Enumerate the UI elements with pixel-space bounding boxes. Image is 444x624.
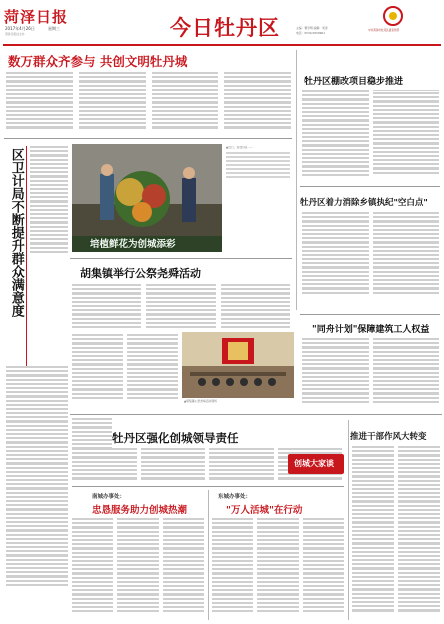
right-article-1-body xyxy=(302,90,439,178)
side-article-body-bottom xyxy=(6,366,68,590)
middle-headline: 胡集镇举行公祭尧舜活动 xyxy=(80,267,201,280)
divider xyxy=(300,314,440,315)
bottom-intro-body xyxy=(72,418,112,452)
weekday: 星期三 xyxy=(48,26,60,31)
lead-headline: 数万群众齐参与 共创文明牡丹城 xyxy=(8,54,188,69)
side-vertical-headline: 区卫计局不断提升群众满意度 xyxy=(8,148,24,317)
ceremony-photo xyxy=(182,332,294,398)
contact-line: 电话：0530-5659961 xyxy=(296,31,325,35)
ceremony-photo-scene xyxy=(182,332,294,398)
bottom-sub-label-1: 南城办事处： xyxy=(92,494,126,500)
bottom-sub-headline-1: 忠恳服务助力创城热潮 xyxy=(92,505,188,516)
side-article-body-top xyxy=(30,146,68,256)
bottom-sub-1-body xyxy=(72,518,204,618)
party-emblem-icon xyxy=(383,6,403,26)
edition-info: 菏泽日报社主办 xyxy=(5,32,25,36)
org-name: 中共菏泽市牡丹区委宣传部 xyxy=(368,29,400,32)
middle-photo-caption: ▲胡集镇公祭尧舜活动现场 xyxy=(184,399,217,403)
bottom-right-headline: 推进干部作风大转变 xyxy=(350,432,427,442)
masthead-rule xyxy=(3,44,441,46)
editor-line: 主编：曹学明 编辑：刘涛 xyxy=(296,26,328,30)
right-headline-1: 牡丹区棚改项目稳步推进 xyxy=(304,77,404,87)
right-article-3-body xyxy=(302,338,439,408)
right-headline-2: 牡丹区着力消除乡镇执纪"空白点" xyxy=(300,198,428,208)
bottom-headline: 牡丹区强化创城领导责任 xyxy=(112,431,239,445)
photo-caption-1-text: ▲近日，在牡丹区…… xyxy=(226,146,254,149)
column-divider xyxy=(208,490,209,620)
topic-stamp-text: 创城大家谈 xyxy=(294,458,334,468)
topic-stamp xyxy=(288,454,344,474)
divider xyxy=(4,138,292,139)
middle-article-body-2 xyxy=(72,334,178,404)
bottom-sub-label-2: 东城办事处： xyxy=(218,494,252,500)
bottom-right-article-body xyxy=(352,446,440,616)
divider xyxy=(300,186,440,187)
column-divider xyxy=(296,50,297,310)
bottom-sub-headline-2: "万人活城"在行动 xyxy=(226,505,303,516)
divider xyxy=(72,486,344,487)
column-divider xyxy=(348,420,349,620)
bottom-sub-2-body xyxy=(212,518,344,618)
middle-article-body xyxy=(72,284,290,330)
flower-photo xyxy=(72,144,222,252)
paper-name: 菏泽日报 xyxy=(4,8,69,26)
right-article-2-body xyxy=(302,212,439,298)
divider xyxy=(70,258,292,259)
lead-article-body xyxy=(6,72,291,134)
photo-caption-1 xyxy=(226,146,290,254)
divider xyxy=(26,146,27,366)
divider xyxy=(70,414,442,415)
right-headline-3: "同舟计划"保障建筑工人权益 xyxy=(312,325,430,335)
photo-overlay-text: 培植鲜花为创城添彩 xyxy=(90,239,176,250)
section-title: 今日牡丹区 xyxy=(170,15,280,40)
date-line: 2017年4月26日 xyxy=(5,26,35,31)
